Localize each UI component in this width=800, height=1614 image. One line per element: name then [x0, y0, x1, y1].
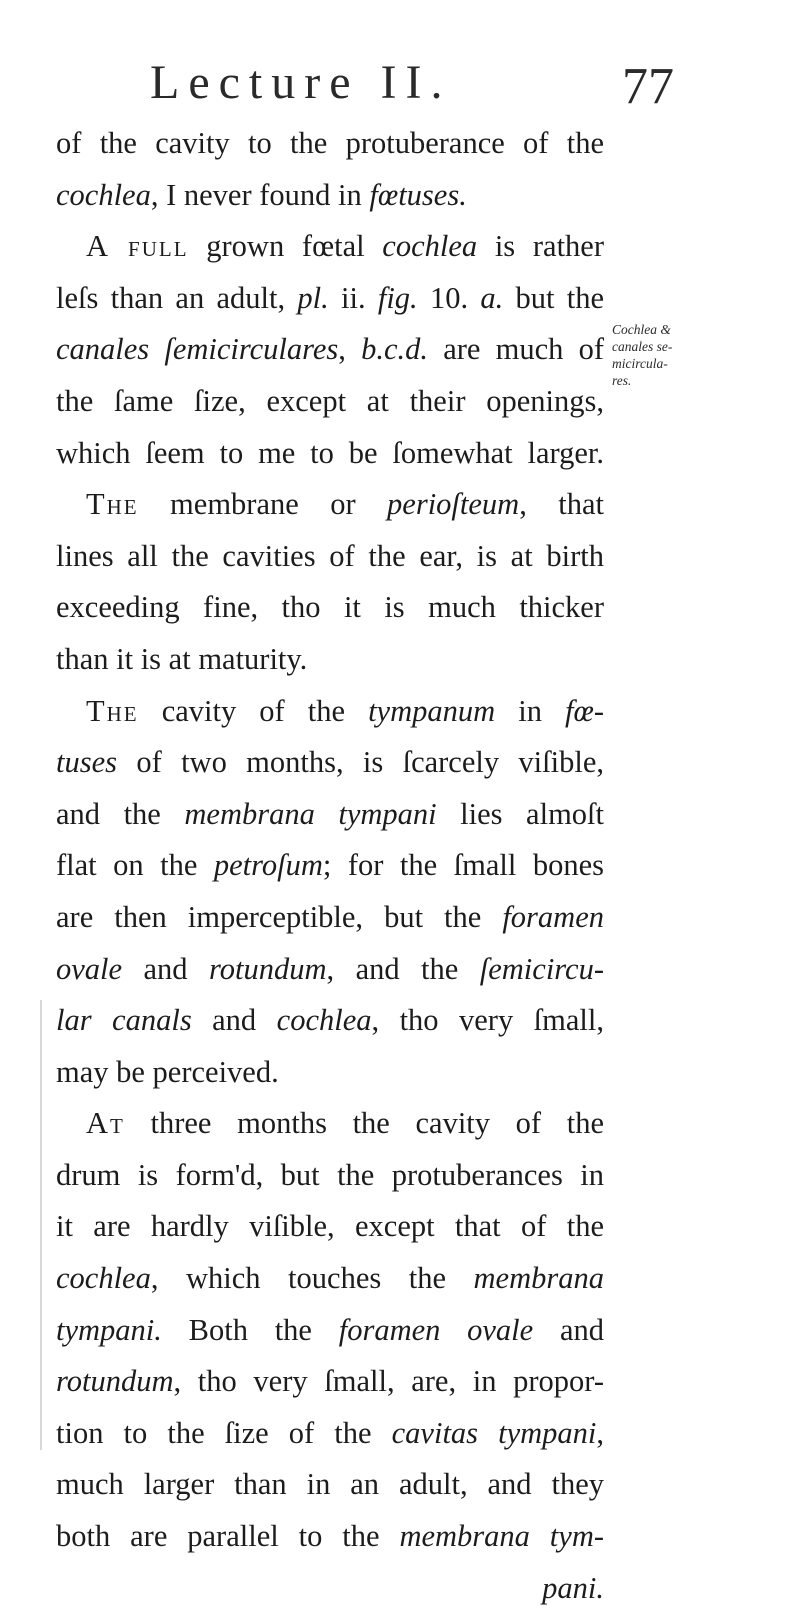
text-line: The membrane or perioſteum, that — [86, 487, 604, 522]
text-line: tion to the ſize of the cavitas tympani, — [56, 1415, 605, 1450]
body-text — [56, 118, 604, 1614]
margin-note-line: micircula- — [612, 356, 668, 371]
text-line: exceeding fine, tho it is much thicker — [56, 590, 604, 625]
margin-note-line: Cochlea & — [612, 322, 671, 337]
text-line: than it is at maturity. — [56, 641, 308, 676]
text-line: drum is form'd, but the protuberances in — [56, 1157, 604, 1192]
text-line: ovale and rotundum, and the ſemicircu- — [56, 951, 604, 986]
page-edge-shadow — [40, 1000, 42, 1450]
margin-note — [612, 321, 722, 389]
text-line: are then imperceptible, but the foramen — [56, 899, 604, 934]
text-line: which ſeem to me to be ſomewhat larger. — [56, 435, 604, 470]
text-line: of the cavity to the protuberance of the — [56, 126, 604, 160]
page-header — [0, 55, 800, 125]
margin-note-line: res. — [612, 373, 632, 388]
text-line: cochlea, I never found in fœtuses. — [56, 177, 467, 212]
text-line: rotundum, tho very ſmall, are, in propor- — [56, 1364, 604, 1399]
text-line: much larger than in an adult, and they — [56, 1467, 604, 1502]
text-line: cochlea, which touches the membrana — [56, 1261, 604, 1296]
text-line: may be perceived. — [56, 1054, 279, 1089]
text-line: A full grown fœtal cochlea is rather — [86, 229, 604, 264]
text-line: both are parallel to the membrana tym- — [56, 1519, 604, 1554]
page-number: 77 — [622, 58, 674, 115]
margin-note-line: canales se- — [612, 339, 673, 354]
text-line: pani. — [542, 1570, 604, 1605]
text-line: the ſame ſize, except at their openings, — [56, 383, 604, 418]
text-line: it are hardly viſible, except that of the — [56, 1209, 604, 1244]
text-line: lines all the cavities of the ear, is at birth — [56, 538, 604, 573]
running-head: Lecture II. — [150, 56, 452, 109]
text-line: lar canals and cochlea, tho very ſmall, — [56, 1003, 604, 1038]
text-line: canales ſemicirculares, b.c.d. are much of — [56, 332, 605, 367]
text-line: and the membrana tympani lies almoſt — [56, 796, 604, 831]
text-line: tympani. Both the foramen ovale and — [56, 1312, 604, 1347]
text-line: tuses of two months, is ſcarcely viſible, — [56, 745, 604, 780]
text-line: leſs than an adult, pl. ii. fig. 10. a. but the — [56, 280, 604, 315]
text-line: flat on the petroſum; for the ſmall bones — [56, 848, 605, 883]
text-line: The cavity of the tympanum in fœ- — [86, 693, 604, 728]
text-line: At three months the cavity of the — [86, 1106, 604, 1141]
